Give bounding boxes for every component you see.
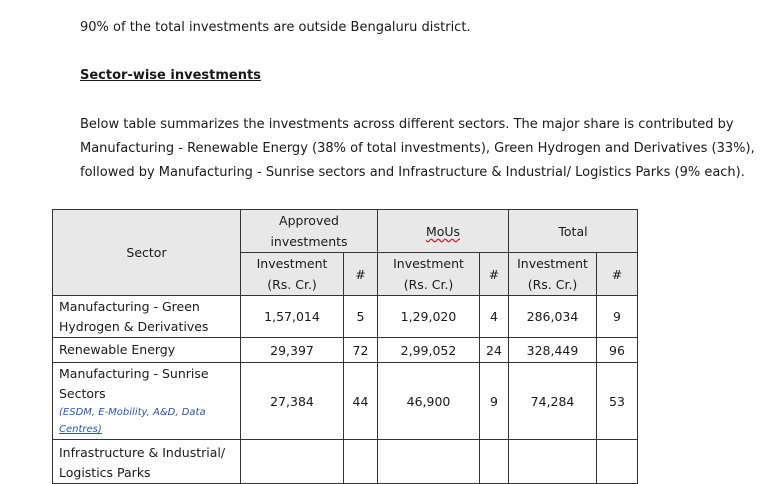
- total-investment-cell: 328,449: [509, 338, 597, 363]
- sector-investments-table: [52, 209, 638, 484]
- paragraph-line: Below table summarizes the investments across different sectors. The major share is contributed by: [80, 117, 734, 132]
- total-count-cell: [597, 440, 638, 484]
- paragraph-line: Manufacturing - Renewable Energy (38% of total investments), Green Hydrogen and Derivatives (33%),: [80, 141, 755, 156]
- investment-label: Investment: [393, 256, 464, 271]
- sector-name-line: Infrastructure & Industrial/: [59, 445, 226, 460]
- total-count-cell: 53: [597, 363, 638, 440]
- sector-name-line: Sectors: [59, 386, 106, 401]
- sector-note-line: (ESDM, E-Mobility, A&D, Data: [59, 407, 206, 418]
- mou-count-cell: 24: [480, 338, 509, 363]
- total-count-cell: 96: [597, 338, 638, 363]
- sector-name-line: Manufacturing - Sunrise: [59, 366, 209, 381]
- approved-investment-cell: 29,397: [241, 338, 344, 363]
- sector-header: Sector: [53, 210, 241, 296]
- unit-label: (Rs. Cr.): [267, 277, 317, 292]
- investment-label: Investment: [256, 256, 328, 271]
- total-count-header: #: [597, 253, 638, 296]
- total-investment-header: [509, 253, 597, 296]
- sector-name-line: Logistics Parks: [59, 465, 151, 480]
- approved-header: [241, 210, 378, 253]
- sector-name-line: Renewable Energy: [59, 342, 176, 357]
- unit-label: (Rs. Cr.): [403, 277, 454, 292]
- table-row: [53, 338, 638, 363]
- mous-header: [378, 210, 509, 253]
- sector-note: [59, 404, 240, 438]
- sector-cell: [53, 363, 241, 440]
- header-row-top: [53, 210, 638, 253]
- table-row: [53, 440, 638, 484]
- table-row: [53, 296, 638, 338]
- mou-count-header: #: [480, 253, 509, 296]
- sector-name-line: Manufacturing - Green: [59, 298, 200, 314]
- total-count-cell: 9: [597, 296, 638, 338]
- mou-count-cell: 4: [480, 296, 509, 338]
- total-investment-cell: [509, 440, 597, 484]
- investment-label: Investment: [517, 256, 588, 271]
- approved-investment-cell: [241, 440, 344, 484]
- approved-header-line: Approved: [279, 213, 339, 228]
- mou-count-cell: [480, 440, 509, 484]
- approved-investment-header: [241, 253, 344, 296]
- mou-count-cell: 9: [480, 363, 509, 440]
- mou-investment-cell: 46,900: [378, 363, 480, 440]
- sector-cell: [53, 440, 241, 484]
- section-heading: Sector-wise investments: [80, 68, 261, 83]
- sector-name-line: Hydrogen & Derivatives: [59, 318, 209, 334]
- intro-line: 90% of the total investments are outside Bengaluru district.: [80, 20, 471, 35]
- summary-paragraph: [80, 113, 755, 185]
- approved-count-cell: [344, 440, 378, 484]
- total-investment-cell: 286,034: [509, 296, 597, 338]
- unit-label: (Rs. Cr.): [527, 277, 578, 292]
- sector-note-line: Centres): [59, 424, 102, 435]
- sector-cell: [53, 338, 241, 363]
- approved-count-cell: 5: [344, 296, 378, 338]
- sector-cell: [53, 296, 241, 338]
- table-row: [53, 363, 638, 440]
- mou-investment-cell: [378, 440, 480, 484]
- total-header: Total: [509, 210, 638, 253]
- approved-investment-cell: 1,57,014: [241, 296, 344, 338]
- approved-count-header: #: [344, 253, 378, 296]
- mou-investment-cell: 1,29,020: [378, 296, 480, 338]
- mous-header-label: MoUs: [425, 223, 461, 239]
- approved-count-cell: 44: [344, 363, 378, 440]
- approved-count-cell: 72: [344, 338, 378, 363]
- paragraph-line: followed by Manufacturing - Sunrise sectors and Infrastructure & Industrial/ Logistics Parks (9% each).: [80, 165, 745, 180]
- approved-investment-cell: 27,384: [241, 363, 344, 440]
- approved-header-line: investments: [270, 234, 348, 249]
- mou-investment-cell: 2,99,052: [378, 338, 480, 363]
- mou-investment-header: [378, 253, 480, 296]
- total-investment-cell: 74,284: [509, 363, 597, 440]
